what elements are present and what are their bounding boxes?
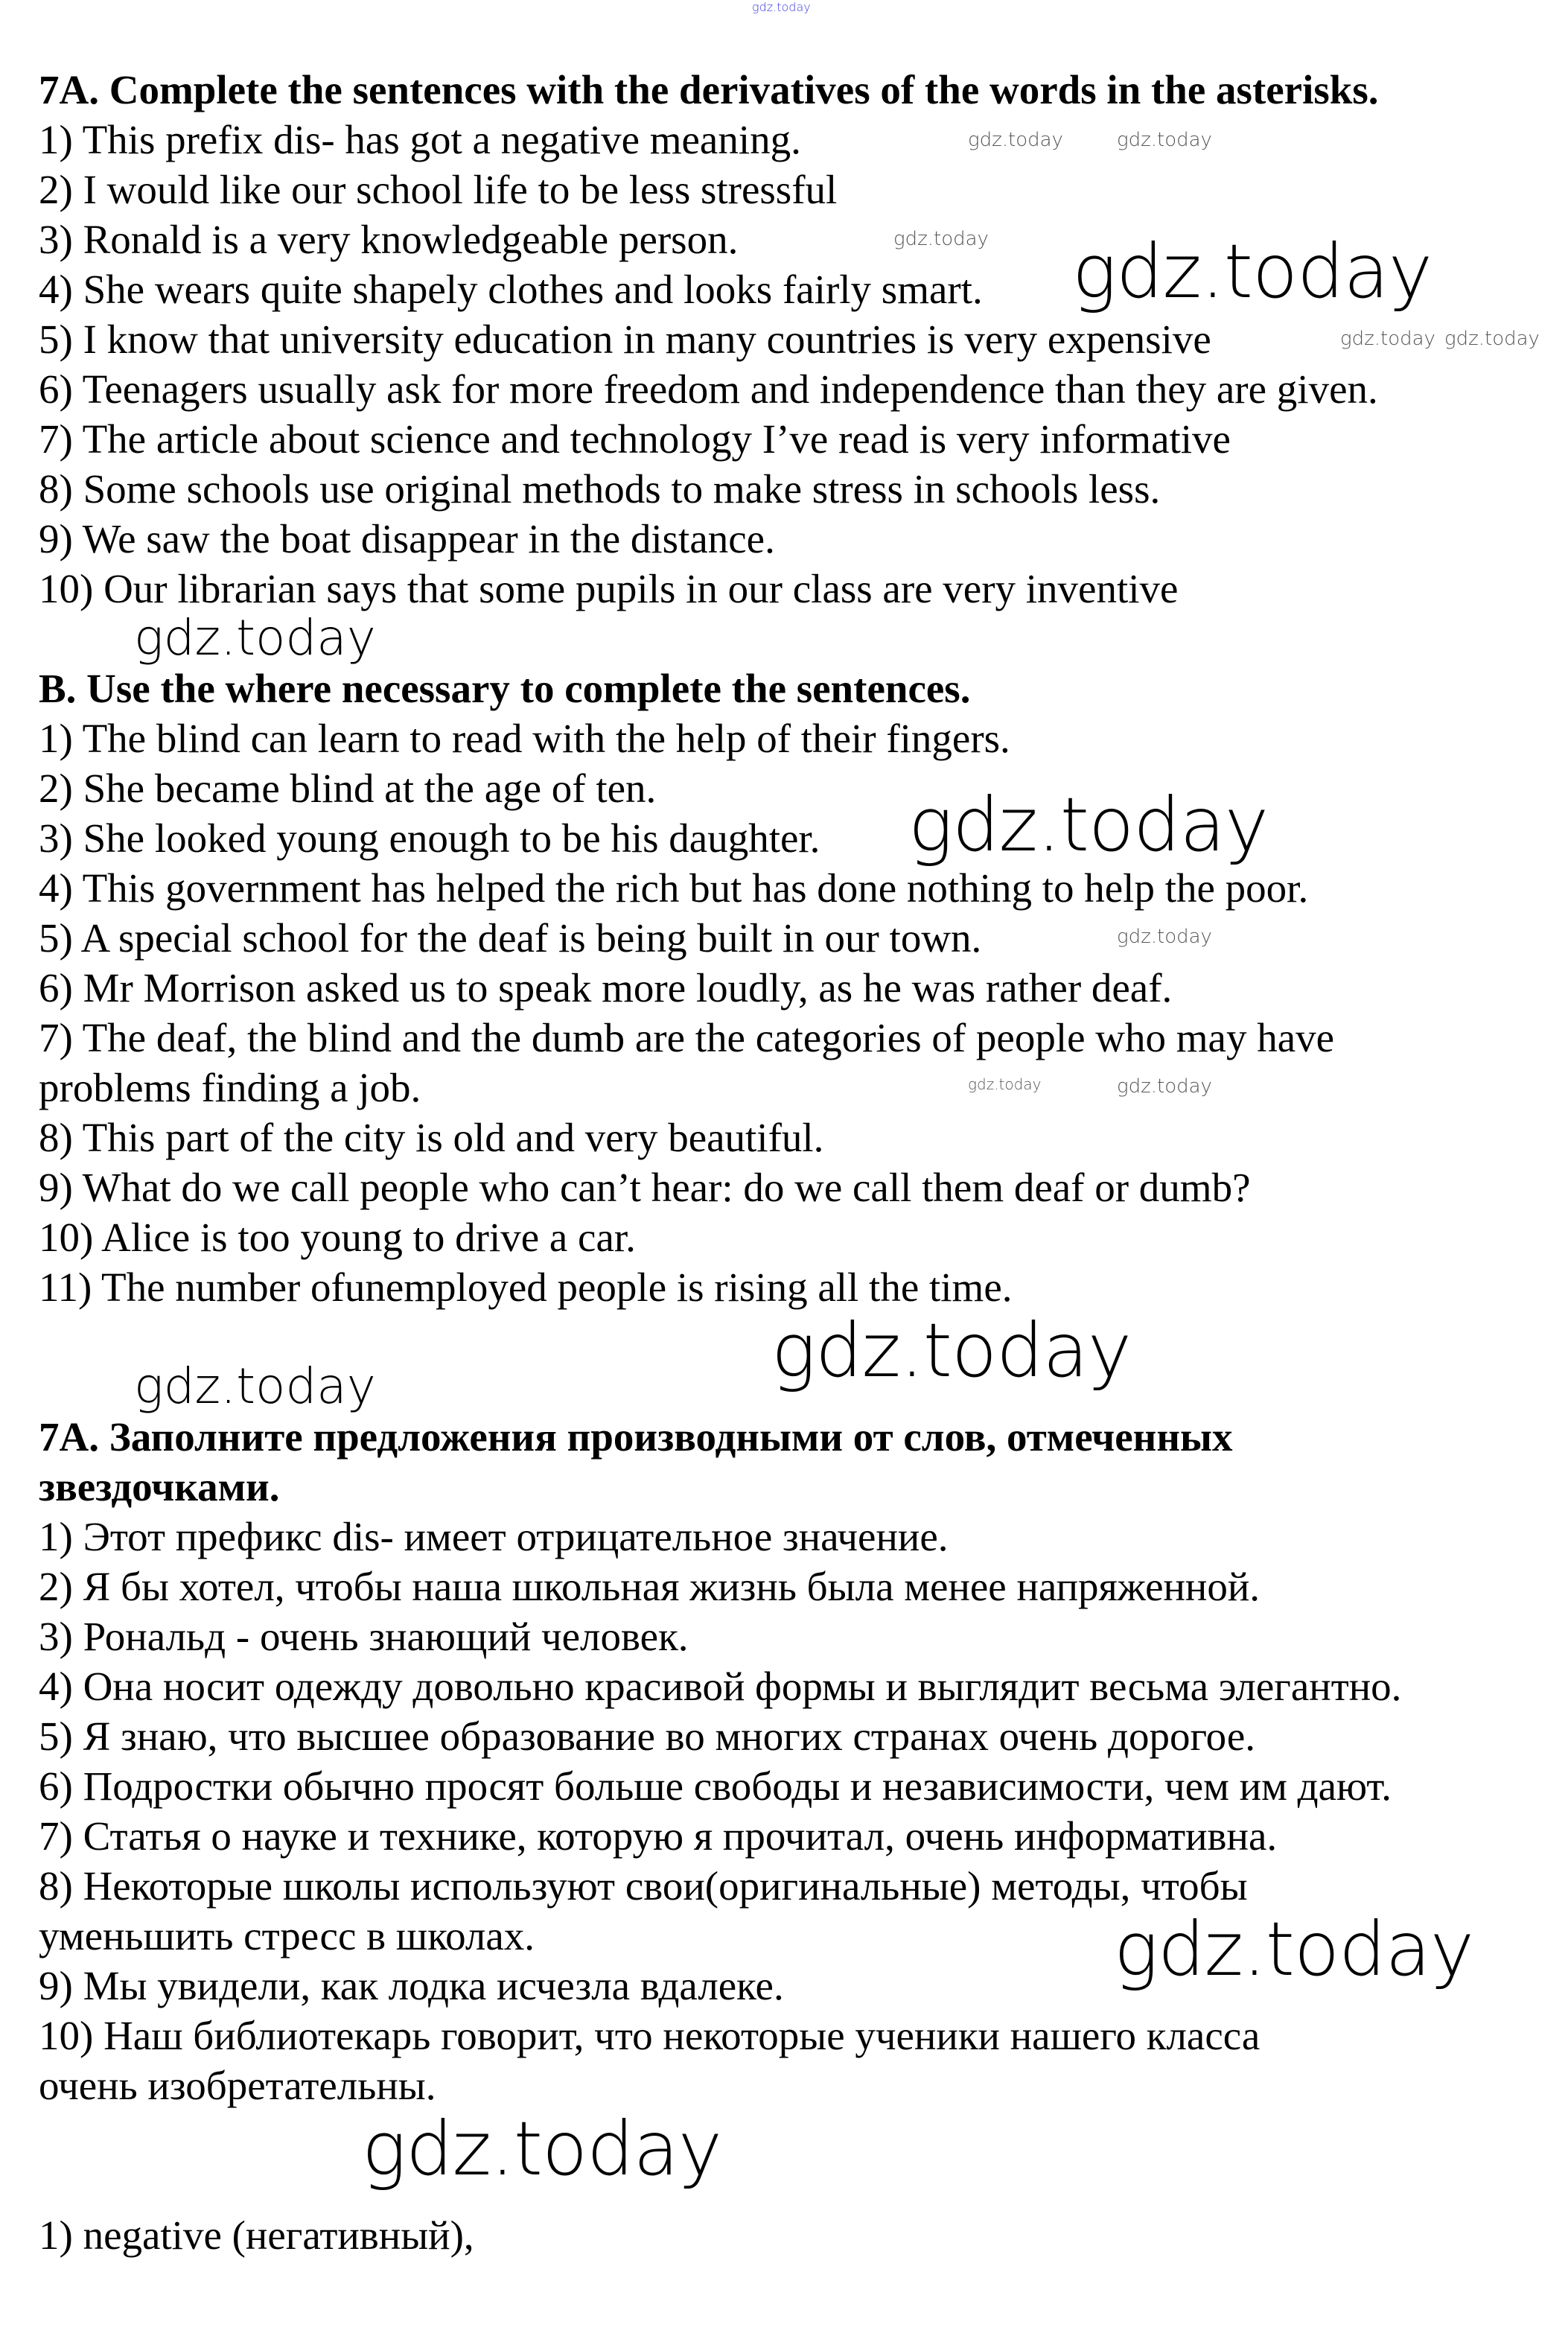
watermark: gdz.today — [1114, 1906, 1474, 1993]
list-item: 7) The article about science and technology I’ve read is very informative — [39, 416, 1231, 462]
section-ru-title-cont: звездочками. — [39, 1464, 280, 1509]
spacer — [39, 2160, 1543, 2210]
list-item: 8) Некоторые школы используют свои(оригинальные) методы, чтобы — [39, 1863, 1248, 1909]
watermark: gdz.today — [1117, 1075, 1212, 1098]
list-item: 10) Наш библиотекарь говорит, что некоторые ученики нашего класса — [39, 2013, 1261, 2058]
list-item: 2) Я бы хотел, чтобы наша школьная жизнь была менее напряженной. — [39, 1564, 1261, 1609]
list-item: очень изобретательны. — [39, 2063, 436, 2108]
list-item: 4) She wears quite shapely clothes and looks fairly smart. — [39, 267, 983, 312]
watermark: gdz.today — [968, 129, 1063, 151]
list-item: 3) Рональд - очень знающий человек. — [39, 1614, 689, 1659]
list-item: 7) Статья о науке и технике, которую я прочитал, очень информативна. — [39, 1813, 1278, 1859]
list-item: уменьшить стресс в школах. — [39, 1913, 535, 1958]
list-item: 1) Этот префикс dis- имеет отрицательное значение. — [39, 1514, 949, 1559]
section-b-title: B. Use the where necessary to complete the sentences. — [39, 666, 971, 711]
list-item: 10) Our librarian says that some pupils in our class are very inventive — [39, 566, 1179, 611]
list-item: 9) Мы увидели, как лодка исчезла вдалеке. — [39, 1963, 784, 2008]
watermark: gdz.today — [134, 1358, 376, 1415]
watermark: gdz.today — [893, 228, 989, 250]
list-item: 9) We saw the boat disappear in the distance. — [39, 516, 775, 561]
watermark: gdz.today — [908, 781, 1269, 868]
list-item: 1) The blind can learn to read with the help of their fingers. — [39, 716, 1010, 761]
list-item: problems finding a job. — [39, 1065, 421, 1110]
list-item: 8) Some schools use original methods to make stress in schools less. — [39, 466, 1161, 512]
answer-item: 1) negative (негативный), — [39, 2212, 474, 2258]
list-item: 4) This government has helped the rich but has done nothing to help the poor. — [39, 865, 1309, 911]
section-ru-title: 7A. Заполните предложения производными от слов, отмеченных — [39, 1414, 1233, 1460]
watermark: gdz.today — [362, 2105, 722, 2192]
list-item: 1) This prefix dis- has got a negative meaning. — [39, 117, 801, 162]
watermark: gdz.today — [1117, 926, 1212, 948]
list-item: 11) The number ofunemployed people is rising all the time. — [39, 1264, 1013, 1310]
list-item: 7) The deaf, the blind and the dumb are the categories of people who may have — [39, 1015, 1335, 1060]
list-item: 5) I know that university education in many countries is very expensive — [39, 316, 1211, 362]
watermark: gdz.today — [771, 1307, 1132, 1394]
list-item: 3) Ronald is a very knowledgeable person. — [39, 217, 739, 262]
list-item: 4) Она носит одежду довольно красивой формы и выглядит весьма элегантно. — [39, 1664, 1402, 1709]
list-item: 5) A special school for the deaf is being built in our town. — [39, 915, 982, 961]
list-item: 3) She looked young enough to be his daughter. — [39, 815, 820, 861]
list-item: 6) Teenagers usually ask for more freedom and independence than they are given. — [39, 366, 1378, 412]
watermark: gdz.today — [1072, 228, 1432, 315]
section-a-title: 7A. Complete the sentences with the derivatives of the words in the asterisks. — [39, 67, 1379, 112]
list-item: 2) I would like our school life to be less stressful — [39, 167, 838, 212]
watermark: gdz.today — [134, 609, 376, 666]
list-item: 9) What do we call people who can’t hear: do we call them deaf or dumb? — [39, 1165, 1251, 1210]
list-item: 5) Я знаю, что высшее образование во многих странах очень дорогое. — [39, 1713, 1255, 1759]
watermark: gdz.today — [752, 0, 811, 14]
list-item: 2) She became blind at the age of ten. — [39, 766, 657, 811]
watermark: gdz.today — [1340, 328, 1435, 350]
list-item: 6) Подростки обычно просят больше свободы и независимости, чем им дают. — [39, 1763, 1392, 1809]
watermark: gdz.today — [1117, 129, 1212, 151]
watermark: gdz.today — [968, 1075, 1042, 1093]
list-item: 6) Mr Morrison asked us to speak more loudly, as he was rather deaf. — [39, 965, 1173, 1011]
list-item: 8) This part of the city is old and very beautiful. — [39, 1115, 824, 1160]
list-item: 10) Alice is too young to drive a car. — [39, 1215, 636, 1260]
spacer — [39, 2110, 1543, 2160]
watermark: gdz.today — [1444, 328, 1540, 350]
